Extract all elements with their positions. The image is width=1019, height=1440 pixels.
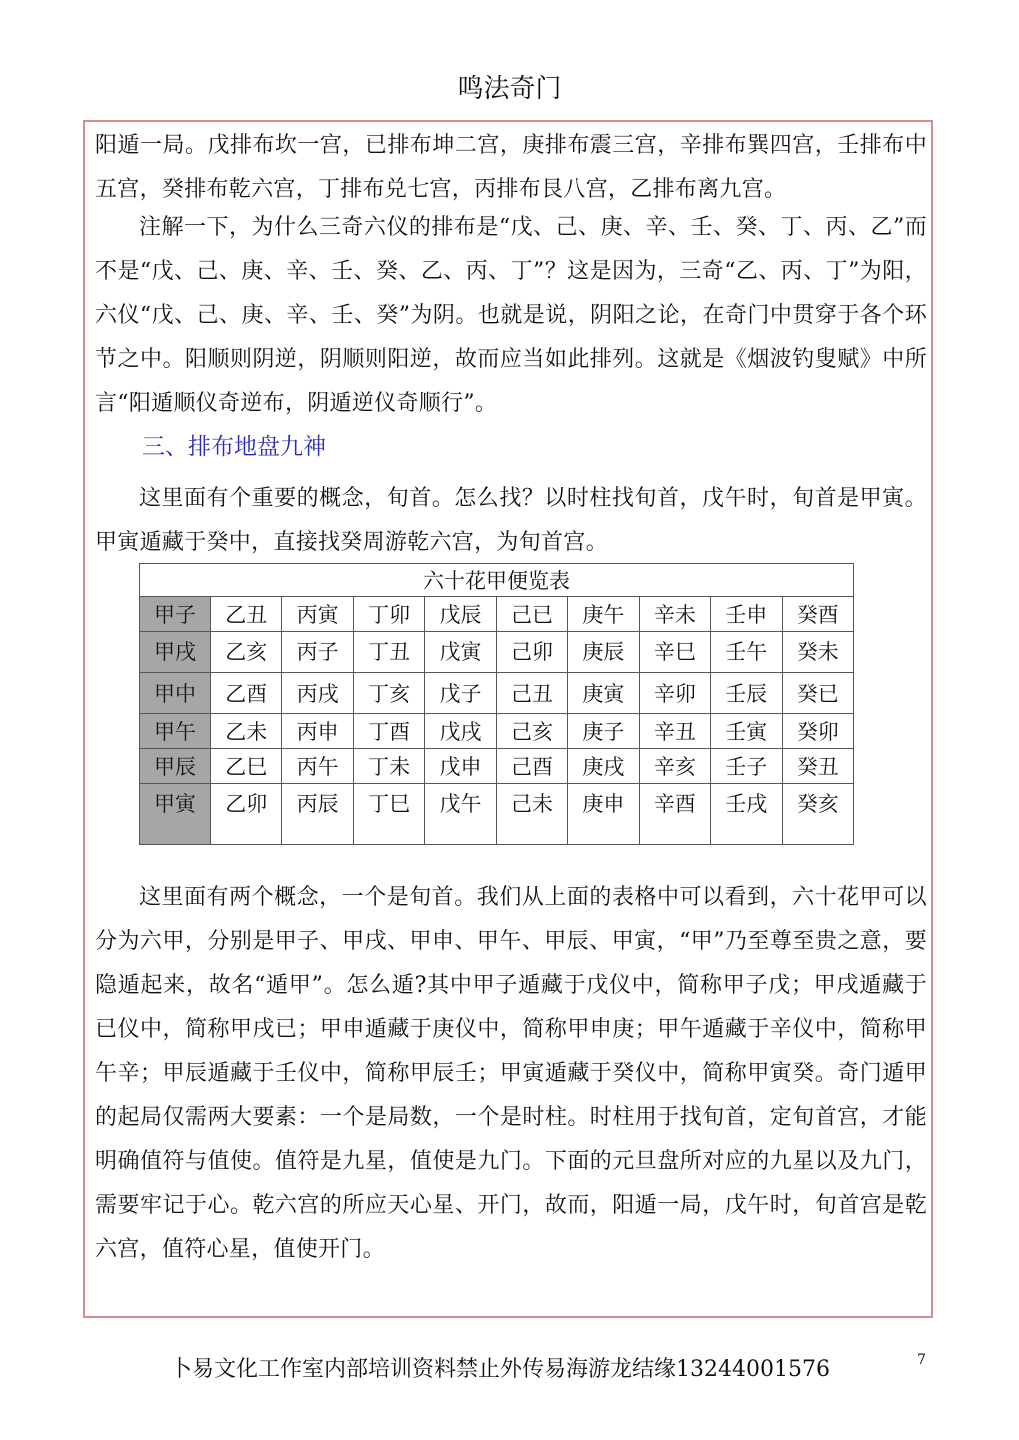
document-header-title: 鸣法奇门 bbox=[457, 74, 562, 104]
row-header-cell: 甲中 bbox=[140, 673, 211, 714]
table-cell: 癸酉 bbox=[782, 597, 854, 632]
table-cell: 丁未 bbox=[353, 749, 424, 784]
table-cell: 庚子 bbox=[568, 714, 639, 749]
table-cell: 癸已 bbox=[782, 673, 854, 714]
table-cell: 辛亥 bbox=[639, 749, 710, 784]
table-row bbox=[140, 632, 854, 673]
table-cell: 壬子 bbox=[711, 749, 782, 784]
table-cell: 丁巳 bbox=[353, 784, 424, 845]
table-cell: 乙亥 bbox=[211, 632, 282, 673]
table-cell: 己酉 bbox=[496, 749, 567, 784]
row-header-cell: 甲寅 bbox=[140, 784, 211, 845]
paragraph-yang-dun-layout: 阳遁一局。戊排布坎一宫，已排布坤二宫，庚排布震三宫，辛排布巽四宫，壬排布中五宫，癸排布乾六宫，丁排布兑七宫，丙排布艮八宫，乙排布离九宫。 bbox=[95, 133, 927, 202]
table-cell: 壬辰 bbox=[711, 673, 782, 714]
table-title: 六十花甲便览表 bbox=[140, 564, 854, 597]
row-header-cell: 甲辰 bbox=[140, 749, 211, 784]
table-cell: 丙申 bbox=[282, 714, 353, 749]
table-cell: 乙丑 bbox=[211, 597, 282, 632]
table-cell: 壬午 bbox=[711, 632, 782, 673]
footer-text: 卜易文化工作室内部培训资料禁止外传易海游龙结缘13244001576 bbox=[170, 1357, 830, 1382]
table-cell: 己亥 bbox=[496, 714, 567, 749]
table-cell: 庚申 bbox=[568, 784, 639, 845]
table-cell: 癸卯 bbox=[782, 714, 854, 749]
table-cell: 戊午 bbox=[425, 784, 496, 845]
table-cell: 辛丑 bbox=[639, 714, 710, 749]
paragraph-explanation: 注解一下，为什么三奇六仪的排布是“戊、己、庚、辛、壬、癸、丁、丙、乙”而不是“戊、己、庚、辛、壬、癸、乙、丙、丁”？这是因为，三奇“乙、丙、丁”为阳，六仪“戊、己、庚、辛、壬、癸”为阴。也就是说，阴阳之论，在奇门中贯穿于各个环节之中。阳顺则阴逆，阴顺则阳逆，故而应当如此排列。这就是《烟波钓叟赋》中所言“阳遁顺仪奇逆布，阴遁逆仪奇顺行”。 bbox=[95, 215, 927, 416]
page-number: 7 bbox=[917, 1352, 926, 1368]
table-cell: 丙辰 bbox=[282, 784, 353, 845]
table-cell: 乙卯 bbox=[211, 784, 282, 845]
table-cell: 癸未 bbox=[782, 632, 854, 673]
table-cell: 乙未 bbox=[211, 714, 282, 749]
paragraph-liujia-explanation: 这里面有两个概念，一个是旬首。我们从上面的表格中可以看到，六十花甲可以分为六甲，分别是甲子、甲戌、甲申、甲午、甲辰、甲寅，“甲”乃至尊至贵之意，要隐遁起来，故名“遁甲”。怎么遁?其中甲子遁藏于戊仪中，简称甲子戊；甲戌遁藏于已仪中，简称甲戌已；甲申遁藏于庚仪中，简称甲申庚；甲午遁藏于辛仪中，简称甲午辛；甲辰遁藏于壬仪中，简称甲辰壬；甲寅遁藏于癸仪中，简称甲寅癸。奇门遁甲的起局仅需两大要素：一个是局数，一个是时柱。时柱用于找旬首，定旬首宫，才能明确值符与值使。值符是九星，值使是九门。下面的元旦盘所对应的九星以及九门，需要牢记于心。乾六宫的所应天心星、开门，故而，阳遁一局，戊午时，旬首宫是乾六宫，值符心星，值使开门。 bbox=[95, 885, 927, 1262]
table-cell: 乙酉 bbox=[211, 673, 282, 714]
table-cell: 庚午 bbox=[568, 597, 639, 632]
table-cell: 丁亥 bbox=[353, 673, 424, 714]
table-cell: 戊子 bbox=[425, 673, 496, 714]
table-cell: 丙戌 bbox=[282, 673, 353, 714]
table-cell: 丙午 bbox=[282, 749, 353, 784]
table-cell: 癸亥 bbox=[782, 784, 854, 845]
table-cell: 丙子 bbox=[282, 632, 353, 673]
table-cell: 丁丑 bbox=[353, 632, 424, 673]
table-cell: 戊戌 bbox=[425, 714, 496, 749]
table-cell: 丙寅 bbox=[282, 597, 353, 632]
sixty-jiazi-table bbox=[139, 563, 854, 845]
table-cell: 辛未 bbox=[639, 597, 710, 632]
table-cell: 壬寅 bbox=[711, 714, 782, 749]
table-row bbox=[140, 784, 854, 845]
row-header-cell: 甲午 bbox=[140, 714, 211, 749]
table-cell: 辛卯 bbox=[639, 673, 710, 714]
table-cell: 壬申 bbox=[711, 597, 782, 632]
table-cell: 己卯 bbox=[496, 632, 567, 673]
table-cell: 癸丑 bbox=[782, 749, 854, 784]
table-cell: 丁卯 bbox=[353, 597, 424, 632]
table-cell: 庚戌 bbox=[568, 749, 639, 784]
table-cell: 戊辰 bbox=[425, 597, 496, 632]
table-cell: 庚辰 bbox=[568, 632, 639, 673]
table-row bbox=[140, 597, 854, 632]
table-cell: 庚寅 bbox=[568, 673, 639, 714]
table-cell: 丁酉 bbox=[353, 714, 424, 749]
table-cell: 辛巳 bbox=[639, 632, 710, 673]
row-header-cell: 甲子 bbox=[140, 597, 211, 632]
section-heading: 三、排布地盘九神 bbox=[142, 434, 326, 460]
table-row bbox=[140, 714, 854, 749]
table-cell: 戊寅 bbox=[425, 632, 496, 673]
table-cell: 己丑 bbox=[496, 673, 567, 714]
table-cell: 戊申 bbox=[425, 749, 496, 784]
paragraph-xunshou-concept: 这里面有个重要的概念，旬首。怎么找？以时柱找旬首，戊午时，旬首是甲寅。甲寅遁藏于癸中，直接找癸周游乾六宫，为旬首宫。 bbox=[95, 486, 927, 555]
table-cell: 己已 bbox=[496, 597, 567, 632]
table-row bbox=[140, 749, 854, 784]
table-row bbox=[140, 673, 854, 714]
table-cell: 己未 bbox=[496, 784, 567, 845]
row-header-cell: 甲戌 bbox=[140, 632, 211, 673]
table-cell: 辛酉 bbox=[639, 784, 710, 845]
table-cell: 乙巳 bbox=[211, 749, 282, 784]
table-cell: 壬戌 bbox=[711, 784, 782, 845]
